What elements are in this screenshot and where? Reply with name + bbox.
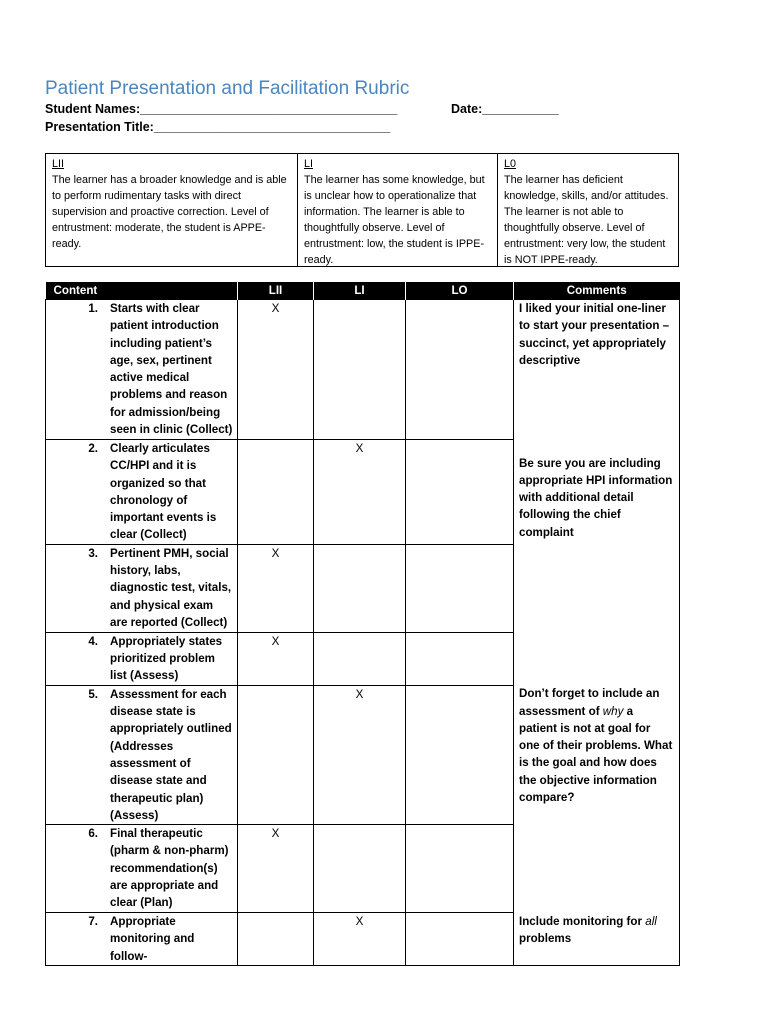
comment-cell bbox=[519, 913, 674, 948]
level-l0 bbox=[497, 154, 678, 266]
table-row bbox=[46, 440, 680, 545]
level-description: The learner has deficient knowledge, skills, and/or attitudes. The learner is not able to thoughtfully observe. Level of entrustment: very low, the student is NOT IPPE-ready. bbox=[504, 174, 669, 266]
mark-li[interactable]: X bbox=[314, 440, 406, 545]
rubric-table bbox=[45, 282, 680, 966]
mark-li[interactable] bbox=[314, 544, 406, 632]
item-content: Final therapeutic (pharm & non-pharm) recommendation(s) are appropriate and clear (Plan) bbox=[110, 827, 229, 910]
mark-lo[interactable] bbox=[406, 685, 514, 824]
comment-text: Don’t forget to include an assessment of why a patient is not at goal for one of their problems. What is the goal and how does the objective information compare? bbox=[519, 687, 673, 805]
comment-cell: I liked your initial one-liner to start your presentation – succinct, yet appropriately descriptive bbox=[514, 300, 680, 440]
item-content: Appropriately states prioritized problem list (Assess) bbox=[110, 634, 223, 683]
level-definitions bbox=[45, 153, 679, 267]
mark-lii[interactable] bbox=[238, 685, 314, 824]
table-row bbox=[46, 632, 680, 685]
mark-lo[interactable] bbox=[406, 913, 514, 966]
header-li: LI bbox=[314, 282, 406, 300]
item-number: 4. bbox=[88, 634, 98, 648]
table-row bbox=[46, 913, 680, 966]
table-row bbox=[46, 685, 680, 824]
item-number: 1. bbox=[88, 302, 98, 315]
mark-lii[interactable]: X bbox=[238, 300, 314, 440]
header-lo: LO bbox=[406, 282, 514, 300]
level-li bbox=[297, 154, 497, 266]
table-header-row bbox=[46, 282, 680, 300]
presentation-title-field[interactable]: Presentation Title:__________________________________ bbox=[45, 120, 391, 134]
mark-li[interactable] bbox=[314, 825, 406, 913]
item-content: Pertinent PMH, social history, labs, diagnostic test, vitals, and physical exam are reported (Collect) bbox=[110, 546, 232, 629]
level-lii bbox=[46, 154, 297, 266]
table-row bbox=[46, 300, 680, 440]
level-code: LI bbox=[304, 158, 314, 170]
mark-li[interactable] bbox=[314, 632, 406, 685]
mark-lo[interactable] bbox=[406, 544, 514, 632]
header-lii: LII bbox=[238, 282, 314, 300]
mark-li[interactable]: X bbox=[314, 685, 406, 824]
item-content: Starts with clear patient introduction including patient’s age, sex, pertinent active medical problems and reason for admission/being seen in clinic (Collect) bbox=[110, 302, 233, 437]
mark-lii[interactable]: X bbox=[238, 544, 314, 632]
table-row bbox=[46, 825, 680, 913]
mark-li[interactable] bbox=[314, 300, 406, 440]
comment-cell bbox=[514, 544, 680, 632]
table-row bbox=[46, 544, 680, 632]
item-number: 5. bbox=[88, 687, 98, 701]
comment-cell bbox=[519, 685, 674, 806]
comment-cell bbox=[514, 825, 680, 913]
comment-cell bbox=[514, 632, 680, 685]
mark-lii[interactable] bbox=[238, 440, 314, 545]
comment-text: Include monitoring for all problems bbox=[519, 914, 657, 945]
mark-lo[interactable] bbox=[406, 440, 514, 545]
item-content: Assessment for each disease state is appropriately outlined (Addresses assessment of disease state and therapeutic plan) (Assess) bbox=[110, 687, 232, 822]
header-content: Content bbox=[46, 282, 238, 300]
page-title: Patient Presentation and Facilitation Rubric bbox=[45, 78, 410, 99]
item-number: 2. bbox=[88, 442, 98, 455]
mark-lo[interactable] bbox=[406, 632, 514, 685]
comment-cell: Be sure you are including appropriate HPI information with additional detail following the chief complaint bbox=[519, 456, 673, 539]
mark-lii[interactable]: X bbox=[238, 825, 314, 913]
mark-lii[interactable] bbox=[238, 913, 314, 966]
level-description: The learner has a broader knowledge and is able to perform rudimentary tasks with direct supervision and proactive correction. Level of entrustment: moderate, the student is APPE-ready. bbox=[52, 174, 287, 250]
mark-lo[interactable] bbox=[406, 300, 514, 440]
item-number: 3. bbox=[88, 546, 98, 560]
level-code: LII bbox=[52, 158, 65, 170]
mark-lo[interactable] bbox=[406, 825, 514, 913]
item-content: Clearly articulates CC/HPI and it is organized so that chronology of important events is clear (Collect) bbox=[110, 442, 217, 542]
student-names-field[interactable]: Student Names:_____________________________________ bbox=[45, 102, 398, 116]
mark-li[interactable]: X bbox=[314, 913, 406, 966]
date-field[interactable]: Date:___________ bbox=[451, 102, 559, 116]
item-number: 7. bbox=[88, 915, 98, 929]
level-code: L0 bbox=[504, 158, 517, 170]
header-comments: Comments bbox=[514, 282, 680, 300]
item-number: 6. bbox=[88, 827, 98, 841]
mark-lii[interactable]: X bbox=[238, 632, 314, 685]
item-content: Appropriate monitoring and follow- bbox=[110, 915, 195, 963]
level-description: The learner has some knowledge, but is unclear how to operationalize that information. The learner is able to thoughtfully observe. Level of entrustment: low, the student is IPPE-ready. bbox=[304, 174, 485, 266]
